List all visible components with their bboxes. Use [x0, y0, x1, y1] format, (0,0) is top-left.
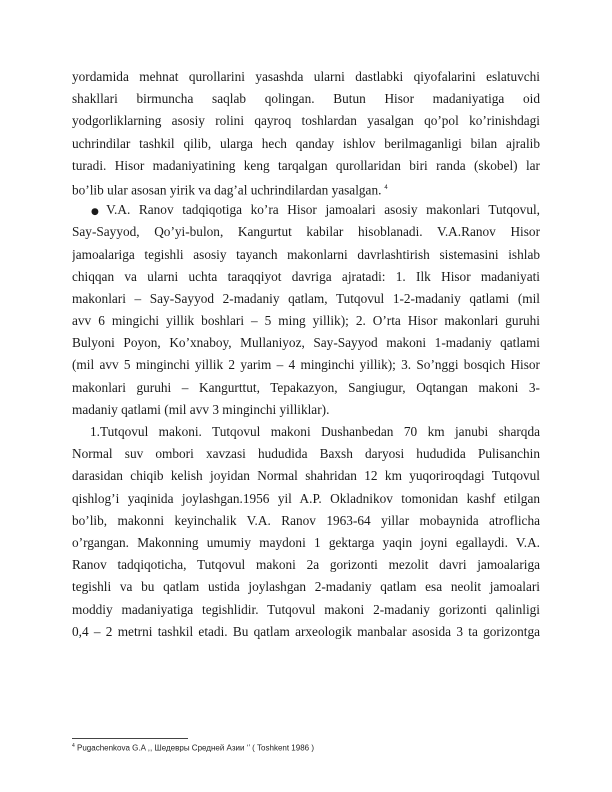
text-line: [72, 199, 540, 221]
text-line: Ranov tadqiqoticha, Tutqovul makoni 2a gorizonti mezolit davri jamoalariga: [72, 557, 540, 573]
text-line: turadi. Hisor madaniyatining keng tarqalgan qurollaridan biri randa (skobel) lar: [72, 157, 540, 173]
text-line: avv 6 mingichi yillik boshlari – 5 ming yillik); 2. O’rta Hisor makonlari guruhi: [72, 313, 540, 329]
bullet-icon: ●: [91, 207, 105, 218]
text-line-content: bo’lib ular asosan yirik va dag’al uchrindilardan yasalgan.: [72, 182, 382, 198]
text-line: chiqqan va ularni uchta taraqqiyot davriga ajratadi: 1. Ilk Hisor madaniyati: [72, 268, 540, 284]
footnote-divider: [72, 738, 188, 739]
text-line: 1.Tutqovul makoni. Tutqovul makoni Dushanbedan 70 km janubi sharqda: [90, 424, 540, 439]
text-line: o’rgangan. Makonning umumiy maydoni 1 gektarga yaqin joyni egallaydi. V.A.: [72, 534, 540, 550]
footnote-reference[interactable]: 4: [384, 184, 388, 191]
document-body: [72, 66, 540, 643]
text-line: Bulyoni Poyon, Ko’xnaboy, Mullaniyoz, Say-Sayyod makoni 1-madaniy qatlami: [72, 335, 540, 351]
text-line: yodgorliklarning asosiy rolini qayroq toshlardan yasalgan qo’pol ko’rinishdagi: [72, 113, 540, 129]
footnote-text: Pugachenkova G.A ,, Шедевры Средней Азии ‘’ ( Toshkent 1986 ): [77, 743, 314, 753]
text-line: darasidan chiqib kelish joyidan Normal shahridan 12 km yuqoriroqdagi Tutqovul: [72, 468, 540, 484]
text-line: jamoalariga tegishli asosiy tayanch makonlarni davrlashtirish sistemasini ishlab: [72, 246, 540, 262]
text-line: 0,4 – 2 metrni tashkil etadi. Bu qatlam arxeologik manbalar asosida 3 ta gorizontga: [72, 623, 540, 639]
text-line: qishlog’i yaqinida joylashgan.1956 yil A.P. Okladnikov tomonidan kashf etilgan: [72, 490, 540, 506]
text-line: Normal suv ombori xavzasi hududida Baxsh daryosi hududida Pulisanchin: [72, 446, 540, 462]
text-line-content: V.A. Ranov tadqiqotiga ko’ra Hisor jamoalari asosiy makonlari Tutqovul,: [106, 202, 540, 218]
text-line: yordamida mehnat qurollarini yasashda ularni dastlabki qiyofalarini eslatuvchi: [72, 69, 540, 84]
text-line: [72, 177, 540, 199]
text-line: tegishli va bu qatlam ustida joylashgan 2-madaniy qatlam esa neolit jamoalari: [72, 579, 540, 595]
text-line: makonlari – Say-Sayyod 2-madaniy qatlam, Tutqovul 1-2-madaniy qatlami (mil: [72, 290, 540, 306]
text-line: shakllari birmuncha saqlab qolingan. Butun Hisor madaniyatiga oid: [72, 91, 540, 107]
text-line: makonlari guruhi – Kangurttut, Tepakazyon, Sangiugur, Oqtangan makoni 3-: [72, 379, 540, 395]
text-line: uchrindilar tashkil qilib, ularga hech qanday ishlov berilmaganligi bilan ajralib: [72, 135, 540, 151]
paragraph-1: [72, 66, 540, 199]
text-line: moddiy madaniyatiga tegishlidir. Tutqovul makoni 2-madaniy gorizonti qalinligi: [72, 601, 540, 617]
text-line: Say-Sayyod, Qo’yi-bulon, Kangurtut kabilar hisoblanadi. V.A.Ranov Hisor: [72, 224, 540, 240]
paragraph-2: [72, 199, 540, 421]
text-line: bo’lib, makonni keyinchalik V.A. Ranov 1963-64 yillar mobaynida atroflicha: [72, 512, 540, 528]
paragraph-3: [72, 421, 540, 643]
footnote-number: 4: [72, 743, 75, 749]
footnote: [72, 741, 314, 754]
text-line: (mil avv 5 minginchi yillik 2 yarim – 4 minginchi yillik); 3. So’nggi bosqich Hisor: [72, 357, 540, 373]
text-line: madaniy qatlami (mil avv 3 minginchi yilliklar).: [72, 401, 330, 417]
